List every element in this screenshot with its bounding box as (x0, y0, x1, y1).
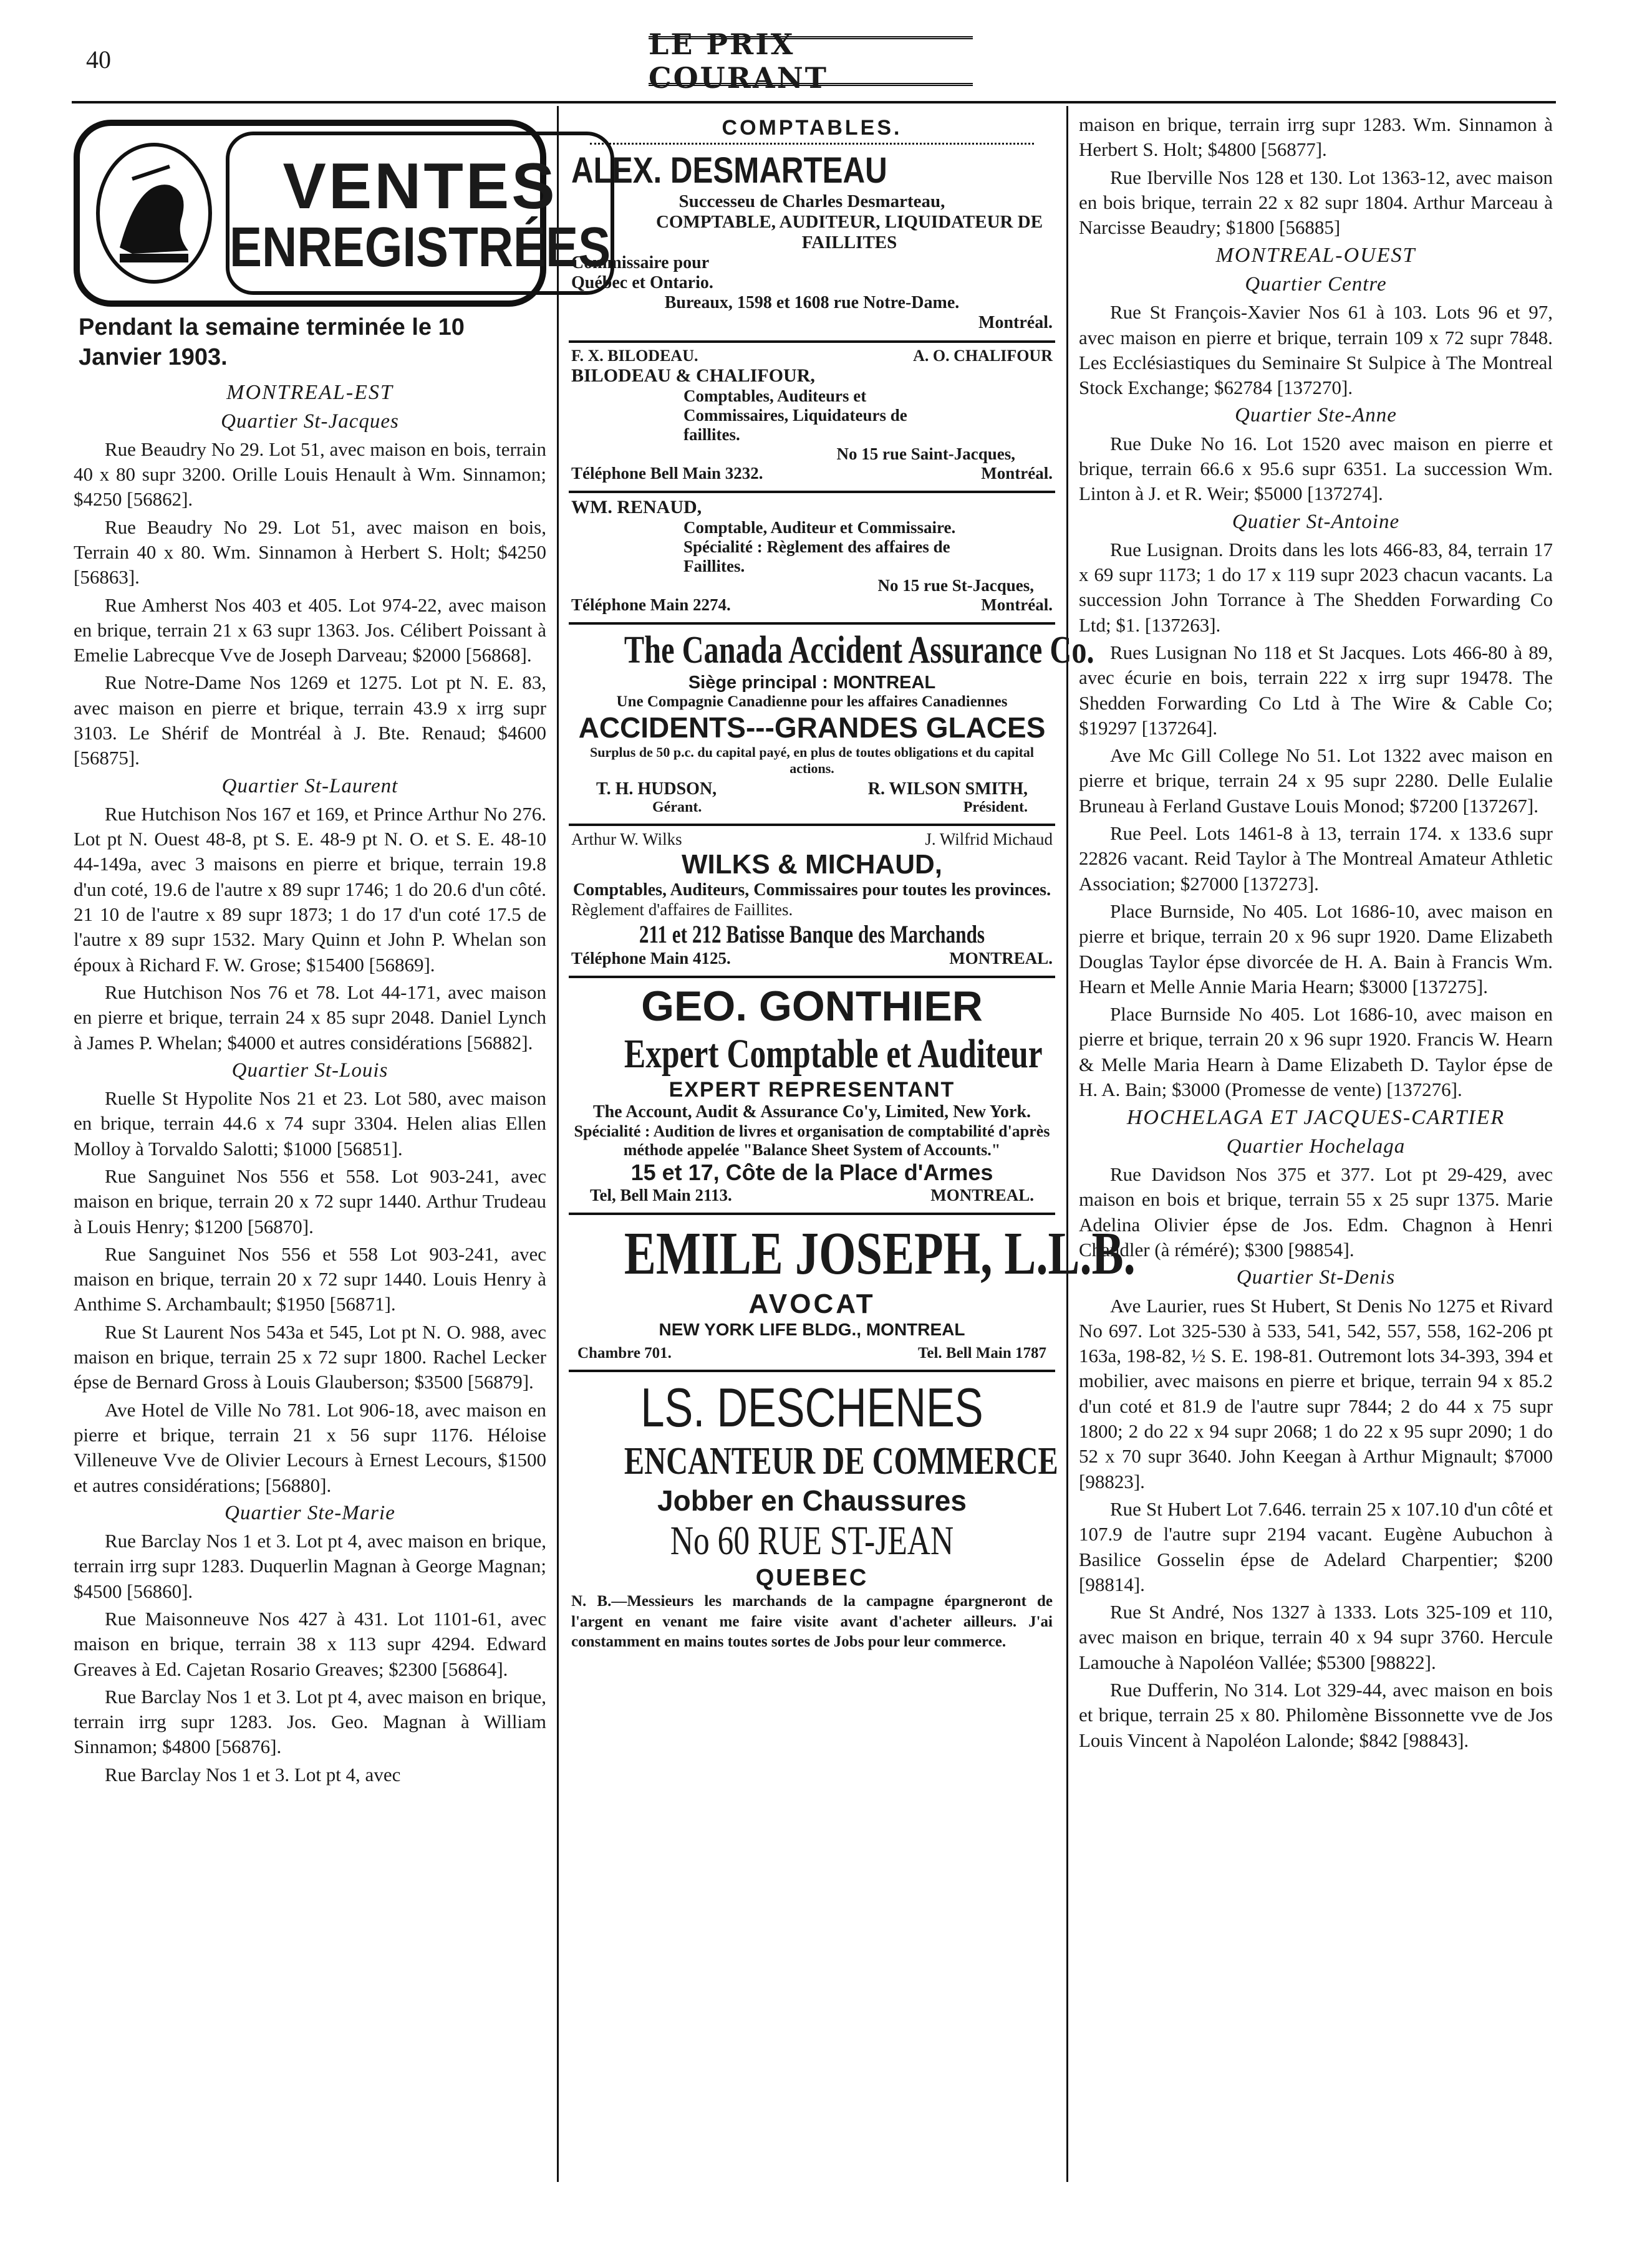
sale-entry: Rue Sanguinet Nos 556 et 558. Lot 903-241, avec maison en brique, terrain 20 x 72 supr 1440. Arthur Trudeau à Louis Henry; $1200 [56870]. (74, 1165, 546, 1237)
deschenes-name: LS. DESCHENES (640, 1377, 983, 1438)
comptables-heading: COMPTABLES. (722, 116, 902, 140)
renaud-roles: Comptable, Auditeur et Commissaire. Spécialité : Règlement des affaires de Faillites. (683, 518, 956, 575)
canada-accident-officer-2: R. WILSON SMITH, (867, 779, 1028, 799)
bilodeau-address: No 15 rue Saint-Jacques, (836, 444, 1015, 463)
page-number: 40 (86, 46, 111, 74)
quartier-heading: Quartier St-Denis (1236, 1266, 1396, 1289)
ad-deschenes (569, 1372, 1058, 1660)
wilks-phone: Téléphone Main 4125. (571, 949, 731, 968)
sale-entry: Rues Lusignan No 118 et St Jacques. Lots 466-80 à 89, avec écurie en bois, terrain 222 x irrg supr 19478. The Shedden Forwarding Co Ltd à The Wire & Cable Co; $19297 [137264]. (1079, 641, 1553, 739)
sales-list (74, 380, 546, 1787)
banner-title-top: VENTES (282, 150, 558, 223)
sale-entry: Rue St Hubert Lot 7.646. terrain 25 x 107.10 d'un côté et 107.9 de l'autre supr 2194 vacant. Eugène Aubuchon à Basilice Gosselin épse de Adelard Charpentier; $200 [98814]. (1079, 1497, 1553, 1595)
bilodeau-firm: BILODEAU & CHALIFOUR, (571, 365, 815, 386)
canada-accident-surplus: Surplus de 50 p.c. du capital payé, en plus de toutes obligations et du capital actions. (589, 744, 1035, 776)
canada-accident-lines: ACCIDENTS---GRANDES GLACES (578, 711, 1046, 744)
sale-entry: Rue Iberville Nos 128 et 130. Lot 1363-12, avec maison en bois brique, terrain 22 x 82 supr 1804. Arthur Marceau à Narcisse Beaudry; $1800 [56885] (1079, 166, 1553, 239)
column-left (74, 112, 611, 2182)
renaud-phone: Téléphone Main 2274. (571, 595, 731, 614)
column-right (1079, 112, 1553, 2182)
sale-entry: Rue Davidson Nos 375 et 377. Lot pt 29-429, avec maison en bois et brique, terrain 55 x 25 supr 1375. Marie Adelina Olivier épse de Jos. Edm. Chagnon à Henri Chandler (à réméré); $300 [98854]. (1079, 1163, 1553, 1261)
scribe-illustration-icon (95, 142, 213, 285)
divider (590, 143, 1034, 145)
canada-accident-officer-1-title: Gérant. (652, 799, 702, 815)
sale-entry: Rue Duke No 16. Lot 1520 avec maison en pierre et brique, terrain 66.6 x 95.6 supr 6351. La succession Wm. Linton à J. et R. Weir; $5000 [137274]. (1079, 432, 1553, 505)
sale-entry: Place Burnside, No 405. Lot 1686-10, avec maison en pierre et brique, terrain 20 x 96 supr 1920. Dame Elizabeth Douglas Taylor épse divorcée de H. A. Bain à Francis Wm. Hearn et Melle Annie Maria Hearn; $3000 [137275]. (1079, 900, 1553, 997)
sale-entry: Rue Sanguinet Nos 556 et 558 Lot 903-241, avec maison en brique, terrain 20 x 72 supr 1440. Louis Henry à Anthime S. Archambault; $1950 [56871]. (74, 1242, 546, 1315)
gonthier-name: GEO. GONTHIER (641, 983, 983, 1030)
quartier-heading: Quartier St-Jacques (221, 410, 399, 433)
banner-title (226, 132, 614, 295)
ad-renaud (569, 493, 1055, 625)
desmarteau-roles: COMPTABLE, AUDITEUR, LIQUIDATEUR DE FAILLITES (655, 212, 1043, 252)
joseph-name: EMILE JOSEPH, L.L.B. (624, 1220, 1136, 1287)
canada-accident-desc: Une Compagnie Canadienne pour les affaires Canadiennes (616, 693, 1008, 710)
sale-entry: Rue Hutchison Nos 167 et 169, et Prince Arthur No 276. Lot pt N. Ouest 48-8, pt S. E. 48-9 pt N. O. et S. E. 48-10 44-149a, avec 3 maisons en pierre et brique, terrain 19.8 d'un coté, 19.6 de l'autre x 89 supr 1746; 1 do 20.6 d'un côté. 21 10 de l'autre x 89 supr 1873; 1 do 17 d'un coté 17.5 de l'autre x 89 supr 1532. Mary Quinn et John P. Whelan son époux à Richard F. W. Grose; $15400 [56869]. (74, 802, 546, 976)
header-rule (72, 101, 1556, 103)
joseph-chambre: Chambre 701. (577, 1345, 672, 1362)
sale-entry: Rue Lusignan. Droits dans les lots 466-83, 84, terrain 17 x 69 supr 1173; 1 do 17 x 119 supr 2023 chacun vacants. La succession John Torrance à The Shedden Forwarding Co Ltd; $1. [137263]. (1079, 538, 1553, 636)
quartier-heading: Quartier Ste-Anne (1235, 404, 1397, 427)
sale-entry: Rue St Laurent Nos 543a et 545, Lot pt N. O. 988, avec maison en brique, terrain 25 x 72 supr 1800. Rachel Lecker épse de Bernard Gross à Louis Glauberson; $3500 [56879]. (74, 1320, 546, 1393)
canada-accident-siege: Siège principal : MONTREAL (688, 673, 936, 693)
masthead-logo: LE PRIX COURANT (649, 36, 973, 86)
quartier-heading: Quartier Hochelaga (1226, 1135, 1406, 1158)
sale-entry: Rue Dufferin, No 314. Lot 329-44, avec maison en bois et brique, terrain 25 x 80. Philomène Bissonnette vve de Jos Louis Vincent à Napoléon Lalonde; $842 [98843]. (1079, 1678, 1553, 1751)
deschenes-note: N. B.—Messieurs les marchands de la campagne épargneront de l'argent en venant me faire visite avant d'acheter ailleurs. J'ai constamment en mains toutes sortes de Jobs pour leur commerce. (571, 1593, 1053, 1650)
deschenes-title: ENCANTEUR DE COMMERCE (624, 1440, 1058, 1482)
wilks-reglement: Règlement d'affaires de Faillites. (571, 900, 793, 919)
sale-entry: Rue Barclay Nos 1 et 3. Lot pt 4, avec maison en brique, terrain irrg supr 1283. Jos. Geo. Magnan à William Sinnamon; $4800 [56876]. (74, 1685, 546, 1758)
joseph-title: AVOCAT (748, 1289, 876, 1319)
district-heading: HOCHELAGA ET JACQUES-CARTIER (1126, 1106, 1505, 1130)
ad-canada-accident (569, 625, 1094, 826)
desmarteau-address: Bureaux, 1598 et 1608 rue Notre-Dame. (664, 293, 960, 312)
quartier-heading: Quatier St-Antoine (1232, 510, 1400, 533)
banner-title-bottom: ENREGISTRÉES (229, 214, 611, 279)
deschenes-city: QUEBEC (755, 1565, 869, 1591)
sale-entry: maison en brique, terrain irrg supr 1283. Wm. Sinnamon à Herbert S. Holt; $4800 [56877]. (1079, 113, 1553, 161)
renaud-name: WM. RENAUD, (571, 497, 702, 517)
sale-entry: Rue Beaudry No 29. Lot 51, avec maison en bois, Terrain 40 x 80. Wm. Sinnamon à Herbert S. Holt; $4250 [56863]. (74, 516, 546, 589)
sale-entry: Rue Beaudry No 29. Lot 51, avec maison en bois, terrain 40 x 80 supr 3200. Orille Louis Henault à Wm. Sinnamon; $4250 [56862]. (74, 438, 546, 511)
joseph-phone: Tel. Bell Main 1787 (917, 1345, 1046, 1362)
ad-desmarteau (569, 112, 1055, 343)
desmarteau-successor: Successeu de Charles Desmarteau, (678, 191, 945, 211)
sale-entry: Rue St François-Xavier Nos 61 à 103. Lots 96 et 97, avec maison en pierre et brique, terrain 109 x 72 supr 7848. Les Ecclésiastiques du Seminaire St Sulpice à The Montreal Stock Exchange; $62784 [137270]. (1079, 301, 1553, 399)
canada-accident-officer-1: T. H. HUDSON, (596, 779, 717, 799)
sale-entry: Place Burnside No 405. Lot 1686-10, avec maison en pierre et brique, terrain 20 x 96 supr 1920. Francis W. Hearn & Melle Maria Hearn à Dame Elizabeth D. Taylor épse de H. A. Bain; $3000 (Promesse de vente) [137276]. (1079, 1003, 1553, 1101)
continued-entries (1079, 112, 1553, 240)
bilodeau-partner-1: F. X. BILODEAU. (571, 347, 698, 365)
ad-bilodeau (569, 343, 1055, 493)
column-divider-1 (557, 106, 559, 2182)
column-divider-2 (1066, 106, 1068, 2182)
bilodeau-phone: Téléphone Bell Main 3232. (571, 464, 763, 483)
canada-accident-officer-2-title: Président. (963, 799, 1028, 815)
wilks-city: MONTREAL. (949, 949, 1053, 968)
deschenes-address: No 60 RUE ST-JEAN (670, 1518, 954, 1564)
sale-entry: Rue St André, Nos 1327 à 1333. Lots 325-109 et 110, avec maison en brique, terrain 40 x 94 supr 3760. Hercule Lamouche à Napoléon Vallée; $5300 [98822]. (1079, 1601, 1553, 1673)
sale-entry: Ruelle St Hypolite Nos 21 et 23. Lot 580, avec maison en brique, terrain 44.6 x 74 supr 3304. Helen alias Ellen Molloy à Torvaldo Salotti; $1000 [56851]. (74, 1087, 546, 1160)
desmarteau-city: Montréal. (978, 313, 1053, 332)
michaud-partner-2: J. Wilfrid Michaud (925, 830, 1053, 848)
ventes-banner (74, 120, 611, 307)
quartier-heading: Quartier St-Laurent (221, 774, 398, 797)
sale-entry: Rue Barclay Nos 1 et 3. Lot pt 4, avec (105, 1763, 401, 1785)
quartier-heading: Quartier St-Louis (231, 1059, 389, 1082)
gonthier-rep: EXPERT REPRESENTANT (669, 1078, 955, 1102)
bilodeau-roles: Comptables, Auditeurs et Commissaires, Liquidateurs de faillites. (683, 387, 907, 444)
sale-entry: Ave Hotel de Ville No 781. Lot 906-18, avec maison en pierre et brique, terrain 21 x 56 supr 1176. Héloise Villeneuve Vve de Olivier Lecours à Ernest Lecours, $1500 et autres considérations; [56880]. (74, 1398, 546, 1496)
sales-list-west (1079, 243, 1553, 1752)
sale-entry: Rue Barclay Nos 1 et 3. Lot pt 4, avec maison en brique, terrain irrg supr 1283. Duquerlin Magnan à George Magnan; $4500 [56860]. (74, 1530, 546, 1602)
wilks-address: 211 et 212 Batisse Banque des Marchands (639, 920, 985, 948)
canada-accident-name: The Canada Accident Assurance Co. (624, 629, 1094, 671)
district-heading: MONTREAL-OUEST (1215, 244, 1416, 267)
wilks-firm: WILKS & MICHAUD, (682, 849, 942, 880)
renaud-address: No 15 rue St-Jacques, (877, 576, 1034, 595)
gonthier-phone: Tel, Bell Main 2113. (590, 1186, 732, 1204)
gonthier-address: 15 et 17, Côte de la Place d'Armes (630, 1160, 993, 1185)
desmarteau-name: ALEX. DESMARTEAU (571, 150, 887, 191)
quartier-heading: Quartier Ste-Marie (224, 1501, 395, 1524)
quartier-heading: Quartier Centre (1245, 272, 1387, 296)
gonthier-company: The Account, Audit & Assurance Co'y, Limited, New York. (592, 1102, 1031, 1122)
gonthier-title: Expert Comptable et Auditeur (624, 1031, 1043, 1077)
sale-entry: Ave Laurier, rues St Hubert, St Denis No 1275 et Rivard No 697. Lot 325-530 à 533, 541, 542, 557, 558, 162-206 pt 163a, 198-82, ½ S. E. 198-81. Outremont lots 34-393, 394 et mobilier, avec maisons en pierre et brique, terrain 94 x 85.2 d'un coté et 81.9 de l'autre supr 7844; 2 do 44 x 75 supr 1800; 2 do 22 x 94 supr 2068; 1 do 22 x 95 supr 2090; 1 do 52 x 70 supr 3640. John Keegan à Arthur Mignault; $7000 [98823]. (1079, 1294, 1553, 1492)
sale-entry: Ave Mc Gill College No 51. Lot 1322 avec maison en pierre et brique, terrain 24 x 95 supr 2280. Delle Eulalie Bruneau à Ferland Gustave Louis Monod; $7200 [137267]. (1079, 744, 1553, 817)
bilodeau-city: Montréal. (981, 464, 1053, 483)
joseph-building: NEW YORK LIFE BLDG., MONTREAL (659, 1320, 965, 1339)
week-intro: Pendant la semaine terminée le 10 Janvier 1903. (79, 314, 465, 370)
ad-emile-joseph (569, 1215, 1136, 1372)
chalifour-partner-2: A. O. CHALIFOUR (913, 347, 1053, 365)
deschenes-sub: Jobber en Chaussures (657, 1484, 967, 1517)
wilks-roles: Comptables, Auditeurs, Commissaires pour toutes les provinces. (572, 880, 1051, 900)
sale-entry: Rue Amherst Nos 403 et 405. Lot 974-22, avec maison en brique, terrain 21 x 63 supr 1363. Jos. Célibert Poissant à Emelie Labrecque Vve de Joseph Darveau; $2000 [56868]. (74, 593, 546, 666)
district-heading: MONTREAL-EST (226, 381, 393, 404)
ad-wilks-michaud (569, 826, 1055, 978)
sale-entry: Rue Maisonneuve Nos 427 à 431. Lot 1101-61, avec maison en brique, terrain 38 x 113 supr 4294. Edward Greaves à Ed. Cajetan Rosario Greaves; $2300 [56864]. (74, 1607, 546, 1680)
sale-entry: Rue Notre-Dame Nos 1269 et 1275. Lot pt N. E. 83, avec maison en pierre et brique, terrain 43.9 x irrg supr 3103. Le Shérif de Montréal à J. Bte. Renaud; $4600 [56875]. (74, 671, 546, 769)
wilks-partner-1: Arthur W. Wilks (571, 830, 682, 848)
renaud-city: Montréal. (981, 595, 1053, 614)
ad-gonthier (569, 978, 1055, 1215)
desmarteau-commissaire: Commissaire pour Québec et Ontario. (571, 253, 713, 292)
sale-entry: Rue Hutchison Nos 76 et 78. Lot 44-171, avec maison en pierre et brique, terrain 24 x 85 supr 2048. Daniel Lynch à James P. Whelan; $4000 et autres considérations [56882]. (74, 981, 546, 1054)
sale-entry: Rue Peel. Lots 1461-8 à 13, terrain 174. x 133.6 supr 22826 vacant. Reid Taylor à The Montreal Amateur Athletic Association; $27000 [137273]. (1079, 822, 1553, 895)
gonthier-specialite: Spécialité : Audition de livres et organisation de comptabilité d'après méthode appelée "Balance Sheet System of Accounts." (574, 1122, 1050, 1159)
column-middle (569, 112, 1136, 2182)
gonthier-city: MONTREAL. (930, 1186, 1034, 1204)
